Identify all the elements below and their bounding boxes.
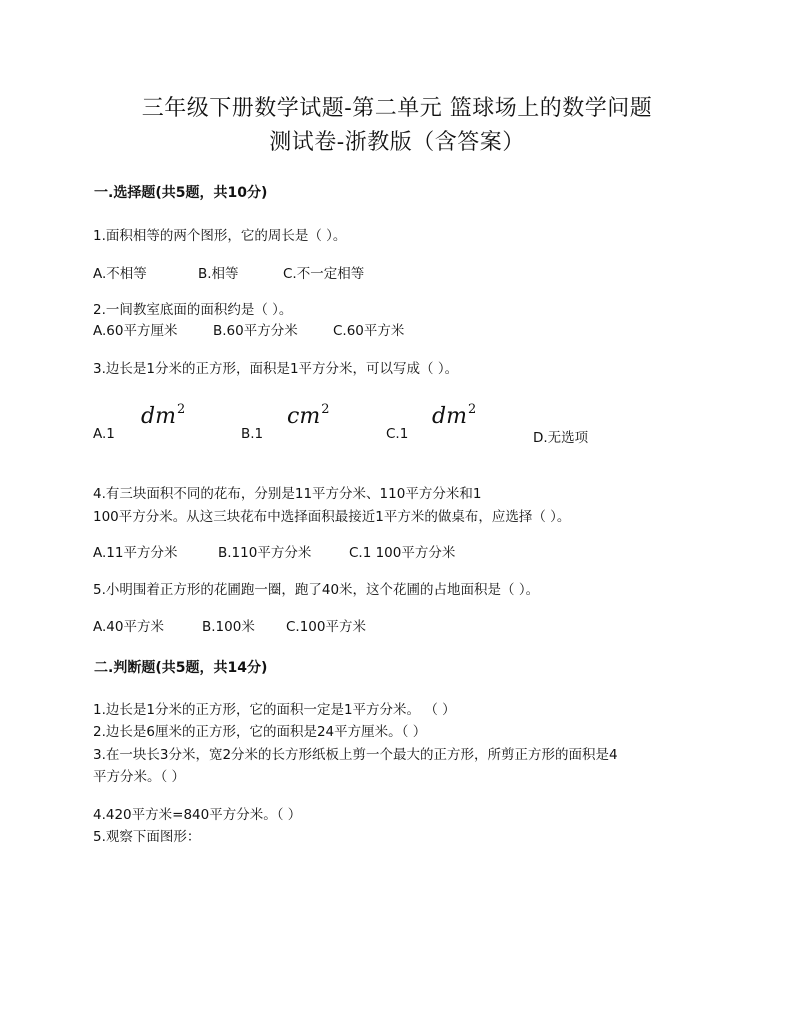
- q4-option-c: C.1 100平方分米: [349, 545, 456, 561]
- q1-stem: 1.面积相等的两个图形，它的周长是（ ）。: [93, 228, 347, 244]
- q2-option-c: C.60平方米: [333, 323, 405, 339]
- judge-item-2: 2.边长是6厘米的正方形，它的面积是24平方厘米。（ ）: [93, 724, 427, 740]
- q4-option-b: B.110平方分米: [218, 545, 312, 561]
- q1-option-a: A.不相等: [93, 266, 147, 282]
- judge-item-5: 5.观察下面图形：: [93, 829, 201, 845]
- section2-heading: 二.判断题(共5题，共14分): [94, 660, 268, 676]
- q4-stem-line2: 100平方分米。从这三块花布中选择面积最接近1平方米的做桌布，应选择（ ）。: [93, 509, 571, 525]
- q3-stem: 3.边长是1分米的正方形，面积是1平方分米，可以写成（ ）。: [93, 361, 459, 377]
- judge-item-3-line1: 3.在一块长3分米，宽2分米的长方形纸板上剪一个最大的正方形，所剪正方形的面积是4: [93, 747, 618, 763]
- q3-unit-a: $dm^2$: [141, 402, 186, 429]
- q1-option-c: C.不一定相等: [283, 266, 365, 282]
- document-title-line2: 测试卷-浙教版（含答案）: [269, 130, 525, 155]
- q3-option-b: B.1: [241, 426, 264, 442]
- document-title-line1: 三年级下册数学试题-第二单元 篮球场上的数学问题: [141, 96, 653, 121]
- q3-option-c: C.1: [386, 426, 409, 442]
- q2-option-a: A.60平方厘米: [93, 323, 178, 339]
- q5-option-b: B.100米: [202, 619, 255, 635]
- q2-stem: 2.一间教室底面的面积约是（ ）。: [93, 302, 293, 318]
- q3-option-a: A.1: [93, 426, 115, 442]
- q2-option-b: B.60平方分米: [213, 323, 298, 339]
- section1-heading: 一.选择题(共5题，共10分): [94, 185, 268, 201]
- q3-option-d: D.无选项: [533, 430, 589, 446]
- judge-item-1: 1.边长是1分米的正方形，它的面积一定是1平方分米。 （ ）: [93, 702, 456, 718]
- q4-stem-line1: 4.有三块面积不同的花布，分别是11平方分米、110平方分米和1: [93, 486, 482, 502]
- q5-option-c: C.100平方米: [286, 619, 366, 635]
- q1-option-b: B.相等: [198, 266, 239, 282]
- judge-item-4: 4.420平方米=840平方分米。（ ）: [93, 807, 302, 823]
- q5-option-a: A.40平方米: [93, 619, 164, 635]
- q4-option-a: A.11平方分米: [93, 545, 178, 561]
- judge-item-3-line2: 平方分米。（ ）: [93, 769, 186, 785]
- q3-unit-b: $cm^2$: [287, 402, 330, 429]
- q5-stem: 5.小明围着正方形的花圃跑一圈，跑了40米，这个花圃的占地面积是（ ）。: [93, 582, 540, 598]
- q3-unit-c: $dm^2$: [432, 402, 477, 429]
